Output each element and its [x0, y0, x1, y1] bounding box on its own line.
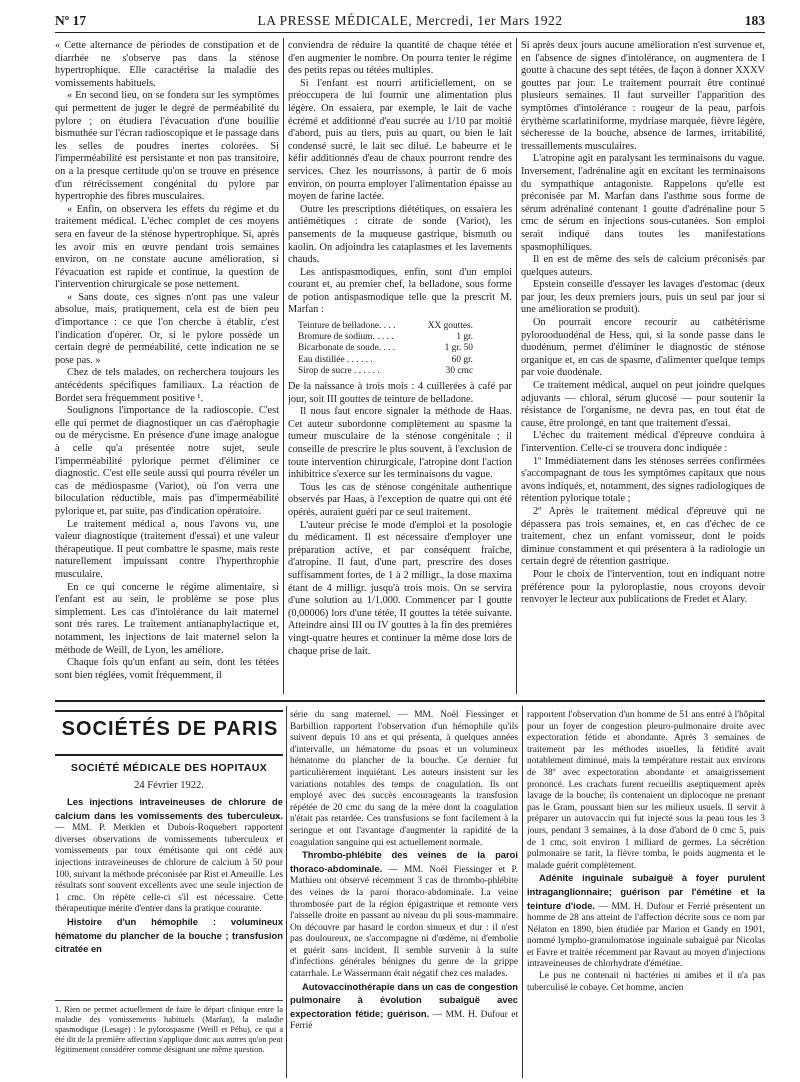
column-divider: [286, 706, 287, 1078]
paragraph: L'atropine agit en paralysant les terminaisons du vague. Inversement, l'adrénaline agit en excitant les terminaisons du sympathique antagoniste. Rappelons qu'elle est préconisée par M. Marfan dans l'asthme sous forme de sérum adrénaliné contenant 1 goutte d'adrénaline pour 5 cmc de sérum en injections sous-cutanées. Son emploi serait indiqué dans toutes les manifestations spasmophiliques.: [521, 153, 765, 253]
paragraph: 2º Après le traitement médical d'épreuve qui ne dépassera pas trois semaines, et, en cas d'échec de ce traitement, chez un enfant vomisseur, dont le poids diminue constamment et qui présentera à la radiologie un certain degré de rétention gastrique.: [521, 505, 765, 568]
paragraph: L'auteur précise le mode d'emploi et la posologie du médicament. Il est nécessaire d'employer une préparation active, et par conséquent fraîche, d'atropine. Il faut, d'une part, prescrire des doses suffisamment fortes, de 1 à 2 milligr., la dose maxima étant de 4 milligr. jusqu'à trois mois. On se servira d'une solution au 1/1.000. Commencer par I goutte (0,00006) lors d'une tétée, II gouttes la tétée suivante. Atteindre ainsi III ou IV gouttes à la fin des premières vingt-quatre heures et continuer la même dose lors de chaque prise de lait.: [288, 519, 512, 657]
prescription-row: Eau distillée . . . . . . 60 gr.: [298, 354, 473, 365]
journal-title: LA PRESSE MÉDICALE, Mercredi, 1er Mars 1922: [257, 13, 563, 28]
paragraph: L'échec du traitement médical d'épreuve conduira à l'intervention. Celle-ci se trouvera donc indiquée :: [521, 430, 765, 454]
top-column-2: [288, 40, 512, 692]
paragraph: « En second lieu, on se fondera sur les symptômes qui permettent de juger le degré de perméabilité du pylore ; on étudiera l'évacuation d'une bouillie bismuthée sur l'écran radioscopique et le passage dans les selles de poudres inertes colorées. Si l'imperméabilité est persistante et non pas transitoire, on a la presque certitude qu'on se trouve en présence d'un rétrécissement congénital du pylore par hypertrophie des fibres musculaires.: [55, 90, 279, 203]
paragraph: « Sans doute, ces signes n'ont pas une valeur absolue, mais, pratiquement, cela est de bien peu d'importance : ce que l'on cherche à établir, c'est l'indication d'opérer. Or, si le pylore possède un certain degré de perméabilité, cette indication ne se pose pas. »: [55, 291, 279, 366]
paragraph: Pour le choix de l'intervention, tout en indiquant notre préférence pour la pyloroplastie, nous croyons devoir renvoyer le lecteur aux publications de Fredet et Alary.: [521, 568, 765, 606]
paragraph: On pourrait encore recourir au cathétérisme pylorooduodénal de Hess, qui, si la sonde passe dans le duodénum, permet d'éliminer le diagnostic de sténose organique et, en cas de spasme, d'alimenter quelque temps par voie duodénale.: [521, 317, 765, 379]
column-divider: [516, 38, 517, 694]
section-title: SOCIÉTÉS DE PARIS: [61, 718, 279, 740]
paragraph: [55, 916, 283, 957]
paragraph: rapportent l'observation d'un homme de 51 ans entré à l'hôpital pour un foyer de congestion pleuro-pulmonaire droite avec expectoration fétide et abondante. Après 3 semaines de traitement par les méthodes usuelles, la fétidité avait notablement diminué, mais la température restait aux environs de 38º avec expectoration abondante et amaigrissement prononcé. Les crachats furent recueillis aseptiquement après lavage de la bouche; ils contenaient un diplocoque ne prenant pas le Gram, poussant bien sur les milieux usuels. Il servit à préparer un autovaccin qui fut injecté sous la peau tous les 3 jours, pendant 3 semaines, à la dose d'abord de 0 cmc 5, puis de 1 cmc, soit environ 1 milliard de germes. La sécrétion pulmonaire se tarit, la fièvre tomba, le poids augmenta et le malade guérit complètement.: [527, 710, 765, 871]
issue-number: Nº 17: [55, 13, 87, 28]
abstract-heading: Autovaccinothérapie dans un cas de congestion pulmonaire à évolution subaiguë avec expectoration fétide; guérison.: [290, 980, 518, 1019]
abstract-text: — MM. P. Merklen et Dubois-Roquebert rapportent diverses observations de vomissements tuberculeux et vomissements par toux émétisante qui ont cédé aux injections intraveineuses de chlorure de calcium à 50 pour 100, suivant la méthode préconisée par Rist et Ameuille. Les résultats sont souvent excellents avec une seule injection de 1 cmc. On répète celle-ci s'il est nécessaire. Cette thérapeutique mérite d'entrer dans la pratique courante.: [55, 823, 283, 915]
prescription-row: Bicarbonate de soude. . . . 1 gr. 50: [298, 343, 473, 354]
paragraph: Si après deux jours aucune amélioration n'est survenue et, en l'absence de signes d'intolérance, on augmentera de I goutte à chacune des sept tétées, de façon à donner XXXV gouttes par jour. Le traitement pourrait être continué plusieurs semaines. Il faut surveiller l'apparition des symptômes d'intolérance : rougeur de la peau, parfois érythème scarlatiniforme, mydriase marquée, fièvre légère, sécheresse de la bouche, absence de larmes, irritabilité, tressaillements musculaires.: [521, 40, 765, 152]
top-column-3: [521, 40, 765, 692]
society-column-3: [527, 710, 765, 1078]
paragraph: [527, 872, 765, 971]
paragraph: série du sang maternel. — MM. Noël Fiessinger et Barbillion rapportent l'observation d'un hémophile qu'ils suivent depuis 10 ans et qui présenta, à quelques années d'intervalle, un hématome du psoas et un volumineux hématome du plancher de la bouche. Ce dernier fut particulièrement inquiétant. Les auteurs insistent sur les variations notables des temps de coagulation. Ils ont employé avec des succès encourageants la transfusion répétée de 20 cmc du sang de la mère dont la coagulation n'était pas retardée. Ces transfusions se font facilement à la seringue et ont l'avantage d'augmenter la rapidité de la coagulation sanguine qui est actuellement normale.: [290, 710, 518, 848]
society-column-2: [290, 710, 518, 1078]
paragraph: Les antispasmodiques, enfin, sont d'un emploi courant et, au premier chef, la belladone, sous forme de potion antispasmodique telle que la prescrit M. Marfan :: [288, 266, 512, 316]
running-header: [55, 12, 765, 33]
paragraph: [55, 796, 283, 916]
column-divider: [522, 706, 523, 1078]
society-name: SOCIÉTÉ MÉDICALE DES HOPITAUX: [70, 762, 268, 774]
page-number: 183: [744, 13, 765, 28]
paragraph: « Enfin, on observera les effets du régime et du traitement médical. L'échec complet de ces moyens sera en faveur de la sténose hypertrophique. Si, après les avoir mis en œuvre pendant trois semaines environ, on ne constate aucune amélioration, si l'évacuation est rapide et continue, la question de l'intervention chirurgicale se pose nettement.: [55, 203, 279, 291]
footnote: 1. Rien ne permet actuellement de faire le départ clinique entre la maladie des vomissements habituels (Marfan), la maladie spasmodique (Lesage) : le pylorospasme (Weill et Péhu), ce qui a été dit de la première affection s'applique donc aux autres qu'on peut légitimement considérer comme désignant une même question.: [55, 1000, 283, 1055]
column-divider: [283, 38, 284, 694]
abstract-heading: Histoire d'un hémophile : volumineux hématome du plancher de la bouche ; transfusion citratée en: [55, 915, 283, 955]
top-column-1: [55, 40, 279, 692]
paragraph: Ce traitement médical, auquel on peut joindre quelques adjuvants — chloral, sérum glucosé — pour soutenir la résistance de l'organisme, ne devra pas, en tout état de cause, être prolongé, en tant que traitement d'essai.: [521, 380, 765, 429]
prescription-row: Bromure de sodium. . . . . 1 gr.: [298, 332, 473, 343]
paragraph: Il nous faut encore signaler la méthode de Haas. Cet auteur subordonne complètement au spasme la tumeur musculaire de la sténose congénitale ; il conseille de prescrire le plus souvent, à l'exclusion de toute intervention chirurgicale, l'atropine dont l'action inhibitrice s'exerce sur les terminaisons du vague.: [288, 406, 512, 481]
paragraph: Il en est de même des sels de calcium préconisés par quelques auteurs.: [521, 254, 765, 278]
paragraph: [290, 981, 518, 1033]
abstract-text: — MM. H. Dufour et Ferrié: [290, 1009, 518, 1032]
prescription: [298, 321, 512, 377]
paragraph: Soulignons l'importance de la radioscopie. C'est elle qui permet de diagnostiquer un cas d'aérophagie ou de mérycisme. En présence d'une image analogue à celle qu'a présentée notre sujet, seule l'imperméabilité pylorique permet d'éliminer ce diagnostic. C'est elle seule aussi qui pourra révéler un cas de médiospasme (Variot), où l'on verra une biloculation réductible, mais pas d'imperméabilité pylorique et, par suite, pas d'indication opératoire.: [55, 405, 279, 517]
paragraph: Tous les cas de sténose congénitale authentique observés par Haas, à l'exception de quatre qui ont été opérés, auraient guéri par ce seul traitement.: [288, 481, 512, 519]
paragraph: conviendra de réduire la quantité de chaque tétée et d'en augmenter le nombre. On pourra tenter le régime des petits repas ou tétées multiples.: [288, 40, 512, 77]
paragraph: Chez de tels malades, on recherchera toujours les antécédents spécifiques familiaux. La réaction de Bordet sera fréquemment positive ¹.: [55, 367, 279, 404]
paragraph: [290, 849, 518, 981]
session-date: 24 Février 1922.: [134, 780, 204, 791]
prescription-row: Sirop de sucre . . . . . . 30 cmc: [298, 365, 473, 376]
section-separator: [55, 700, 765, 702]
paragraph: « Cette alternance de périodes de constipation et de diarrhée ne s'observe pas dans la sténose hypertrophique. Elle caractérise la maladie des vomissements habituels.: [55, 40, 279, 89]
paragraph: En ce qui concerne le régime alimentaire, si l'enfant est au sein, le problème se pose plus simplement. Les cas d'intolérance du lait maternel sont très rares. Le traitement antianaphylactique et, notamment, les injections de lait maternel selon la méthode de Weill, de Lyon, les améliore.: [55, 581, 279, 656]
abstract-text: — MM. H. Dufour et Ferrié présentent un homme de 28 ans atteint de l'affection décrite sous ce nom par Nélaton en 1890, bien étudiée par Marion et Gandy en 1901, nommé lympho-granulomatose inguinale subaiguë par Nicolas et Favre et traitée récemment par Ravaut au moyen d'injections intraveineuses de chlorhydrate d'émétine.: [527, 901, 765, 970]
paragraph: Le pus ne contenait ni bactéries ni amibes et il n'a pas tuberculisé le cobaye. Cet homme, ancien: [527, 971, 765, 993]
paragraph: Le traitement médical a, nous l'avons vu, une valeur diagnostique (traitement d'essai) et une valeur thérapeutique. Il peut combattre le spasme, mais reste naturellement impuissant contre l'hyperthrophie musculaire.: [55, 518, 279, 580]
abstract-text: — MM. Noël Fiessinger et P. Mathieu ont observé récemment 3 cas de thrombo-phlébite des veines de la paroi thoraco-abdominale. La veine thrombosée part de la région épigastrique et remonte vers l'aisselle droite en passant au niveau du pli sous-mammaire. On découvre par hasard le cordon sinueux et dur : il n'est pas douloureux, ne s'accompagne ni d'œdème, ni d'embolie et guérit sans incident. Il semble survenir à la suite d'infections générales bénignes du genre de la grippe catarrhale. Le Wassermann était négatif chez ces malades.: [290, 864, 518, 980]
paragraph: De la naissance à trois mois : 4 cuillerées à café par jour, soit III gouttes de teinture de belladone.: [288, 381, 512, 405]
abstract-heading: Les injections intraveineuses de chlorure de calcium dans les vomissements des tuberculeux.: [55, 796, 283, 821]
society-column-1: [55, 796, 283, 996]
abstract-heading: Adénite inguinale subaiguë à foyer purulent intraganglionnaire; guérison par l'émétine et la teinture d'iode.: [527, 872, 765, 911]
paragraph: Chaque fois qu'un enfant au sein, dont les tétées sont bien réglées, vomit fréquemment, il: [55, 657, 279, 681]
prescription-row: Teinture de belladone. . . . XX gouttes.: [298, 321, 473, 332]
paragraph: Outre les prescriptions diététiques, on essaiera les antiémétiques : citrate de sonde (Variot), les pansements de la muqueuse gastrique, bismuth ou kaolin. On adjoindra les cataplasmes et les lavements chauds.: [288, 203, 512, 266]
paragraph: 1º Immédiatement dans les sténoses serrées confirmées s'accompagnant de tous les symptômes capitaux que nous avons indiqués, et, notamment, des signes radiologiques de rétention pylorique totale ;: [521, 455, 765, 505]
paragraph: Si l'enfant est nourri artificiellement, on se préoccupera de lui fournir une alimentation plus légère. On essaiera, par exemple, le lait de vache écrémé et additionné d'eau sucrée au 1/10 par moitié d'abord, puis au tiers, puis au quart, ou bien le lait condensé sucré, le lait sec dilué. Le babeurre et le kéfir additionnés d'eau de chaux pourront rendre des services. Chez les nourrissons, à partir de 6 mois environ, on pourra employer l'alimentation épaisse au moyen de farine lactée.: [288, 77, 512, 203]
paragraph: Epstein conseille d'essayer les lavages d'estomac (deux par jour, les deux premiers jours, puis un seul par jour si une amélioration se produit).: [521, 279, 765, 316]
abstract-heading: Thrombo-phlébite des veines de la paroi thoraco-abdominale.: [290, 849, 518, 874]
